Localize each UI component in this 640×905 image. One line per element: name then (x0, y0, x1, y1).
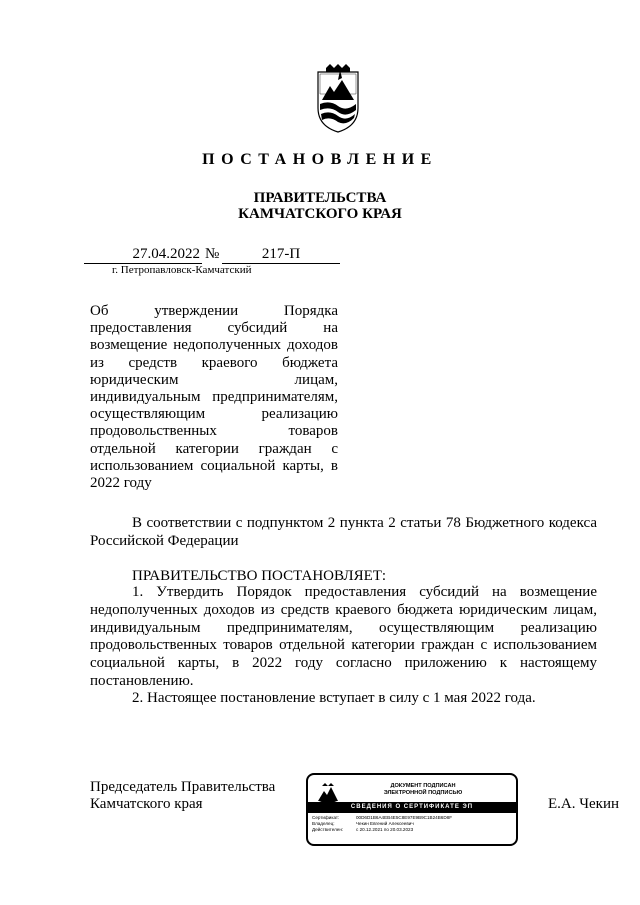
signer-position-line-1: Председатель Правительства (90, 779, 276, 795)
issue-place: г. Петропавловск-Камчатский (112, 264, 252, 276)
stamp-row-certificate: Сертификат: 00D6D1B6A4EB4E5C8E97E9B9C1B24B6D8F (312, 815, 453, 820)
stamp-title-line-2: ЭЛЕКТРОННОЙ ПОДПИСЬЮ (383, 790, 463, 796)
signer-position-line-2: Камчатского края (90, 796, 203, 812)
document-type-title: ПОСТАНОВЛЕНИЕ (202, 151, 438, 168)
document-date: 27.04.2022 (132, 246, 200, 262)
decree-item-2: 2. Настоящее постановление вступает в силу с 1 мая 2022 года. (132, 690, 536, 706)
decree-item-1: 1. Утвердить Порядок предоставления субсидий на возмещение недополученных доходов из средств краевого бюджета юридическим лицам, индивидуальным предпринимателям, осуществляющим реализацию продовольственных товаров отдельной категории граждан с использованием социальной карты, в 2022 году согласно приложению к настоящему постановлению. (90, 584, 597, 689)
legal-basis-paragraph: В соответствии с подпунктом 2 пункта 2 статьи 78 Бюджетного кодекса Российской Федерации (90, 515, 597, 549)
issuer-line-1: ПРАВИТЕЛЬСТВА (253, 190, 387, 206)
signer-name: Е.А. Чекин (548, 796, 619, 812)
document-number: 217-П (261, 246, 301, 262)
stamp-certificate-banner: СВЕДЕНИЯ О СЕРТИФИКАТЕ ЭП (308, 802, 516, 813)
document-subject: Об утверждении Порядка предоставления субсидий на возмещение недополученных доходов из средств краевого бюджета юридическим лицам, индивидуальным предпринимателям, осуществляющим реализацию продовольственных товаров отдельной категории граждан с использованием социальной карты, в 2022 году (90, 303, 338, 492)
stamp-row-owner: Владелец: Чекин Евгений Алексеевич (312, 821, 414, 826)
electronic-signature-stamp (306, 773, 518, 846)
stamp-title-line-1: ДОКУМЕНТ ПОДПИСАН (390, 783, 456, 789)
number-sign: № (205, 246, 220, 262)
issuer-line-2: КАМЧАТСКОГО КРАЯ (238, 206, 402, 222)
decree-heading: ПРАВИТЕЛЬСТВО ПОСТАНОВЛЯЕТ: (132, 568, 387, 584)
kamchatka-coat-of-arms (312, 64, 364, 134)
stamp-row-validity: Действителен: с 20.12.2021 по 20.03.2023 (312, 827, 414, 832)
